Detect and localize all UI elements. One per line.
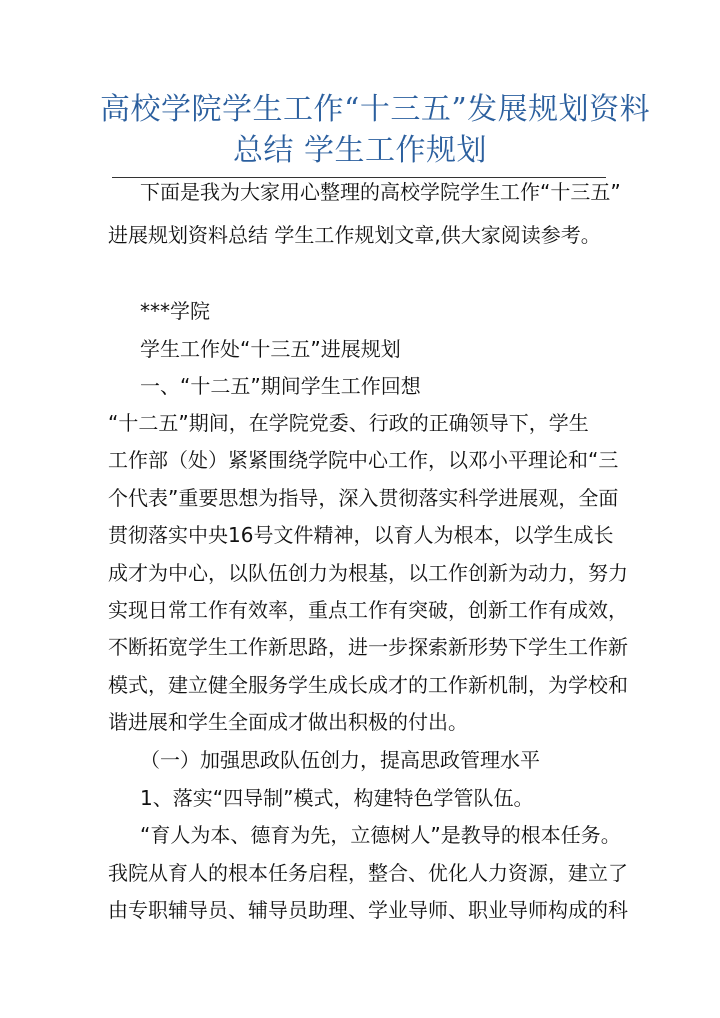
paragraph-line: 贯彻落实中央16号文件精神，以育人为根本，以学生成长 (108, 523, 614, 547)
document-title-line-2: 总结 学生工作规划 (232, 133, 488, 168)
paragraph-line: 成才为中心，以队伍创力为根基，以工作创新为动力，努力 (108, 561, 628, 585)
document-title-line-1: 高校学院学生工作“十三五”发展规划资料 (100, 92, 651, 127)
paragraph-line: “育人为本、德育为先，立德树人”是教导的根本任务。 (140, 823, 621, 847)
subsection-heading: （一）加强思政队伍创力，提高思政管理水平 (140, 748, 540, 772)
section-heading: 一、“十二五”期间学生工作回想 (140, 374, 421, 398)
paragraph-line: 模式，建立健全服务学生成长成才的工作新机制，为学校和 (108, 673, 628, 697)
paragraph-line: 不断拓宽学生工作新思路，进一步探索新形势下学生工作新 (108, 635, 628, 659)
section-label: 学生工作处“十三五”进展规划 (140, 337, 401, 361)
paragraph-line: 下面是我为大家用心整理的高校学院学生工作“十三五” (140, 180, 621, 204)
paragraph-line: 进展规划资料总结 学生工作规划文章,供大家阅读参考。 (108, 223, 601, 247)
paragraph-line: “十二五”期间，在学院党委、行政的正确领导下，学生 (108, 411, 589, 435)
paragraph-line: 个代表”重要思想为指导，深入贯彻落实科学进展观，全面 (108, 486, 619, 510)
paragraph-line: 谐进展和学生全面成才做出积极的付出。 (108, 710, 468, 734)
paragraph-line: 由专职辅导员、辅导员助理、学业导师、职业导师构成的科 (108, 898, 628, 922)
section-label: ***学院 (140, 299, 210, 323)
paragraph-line: 实现日常工作有效率，重点工作有突破，创新工作有成效， (108, 598, 628, 622)
subsection-heading: 1、落实“四导制”模式，构建特色学管队伍。 (140, 786, 534, 810)
paragraph-line: 工作部（处）紧紧围绕学院中心工作，以邓小平理论和“三 (108, 448, 619, 472)
paragraph-line: 我院从育人的根本任务启程，整合、优化人力资源，建立了 (108, 861, 628, 885)
